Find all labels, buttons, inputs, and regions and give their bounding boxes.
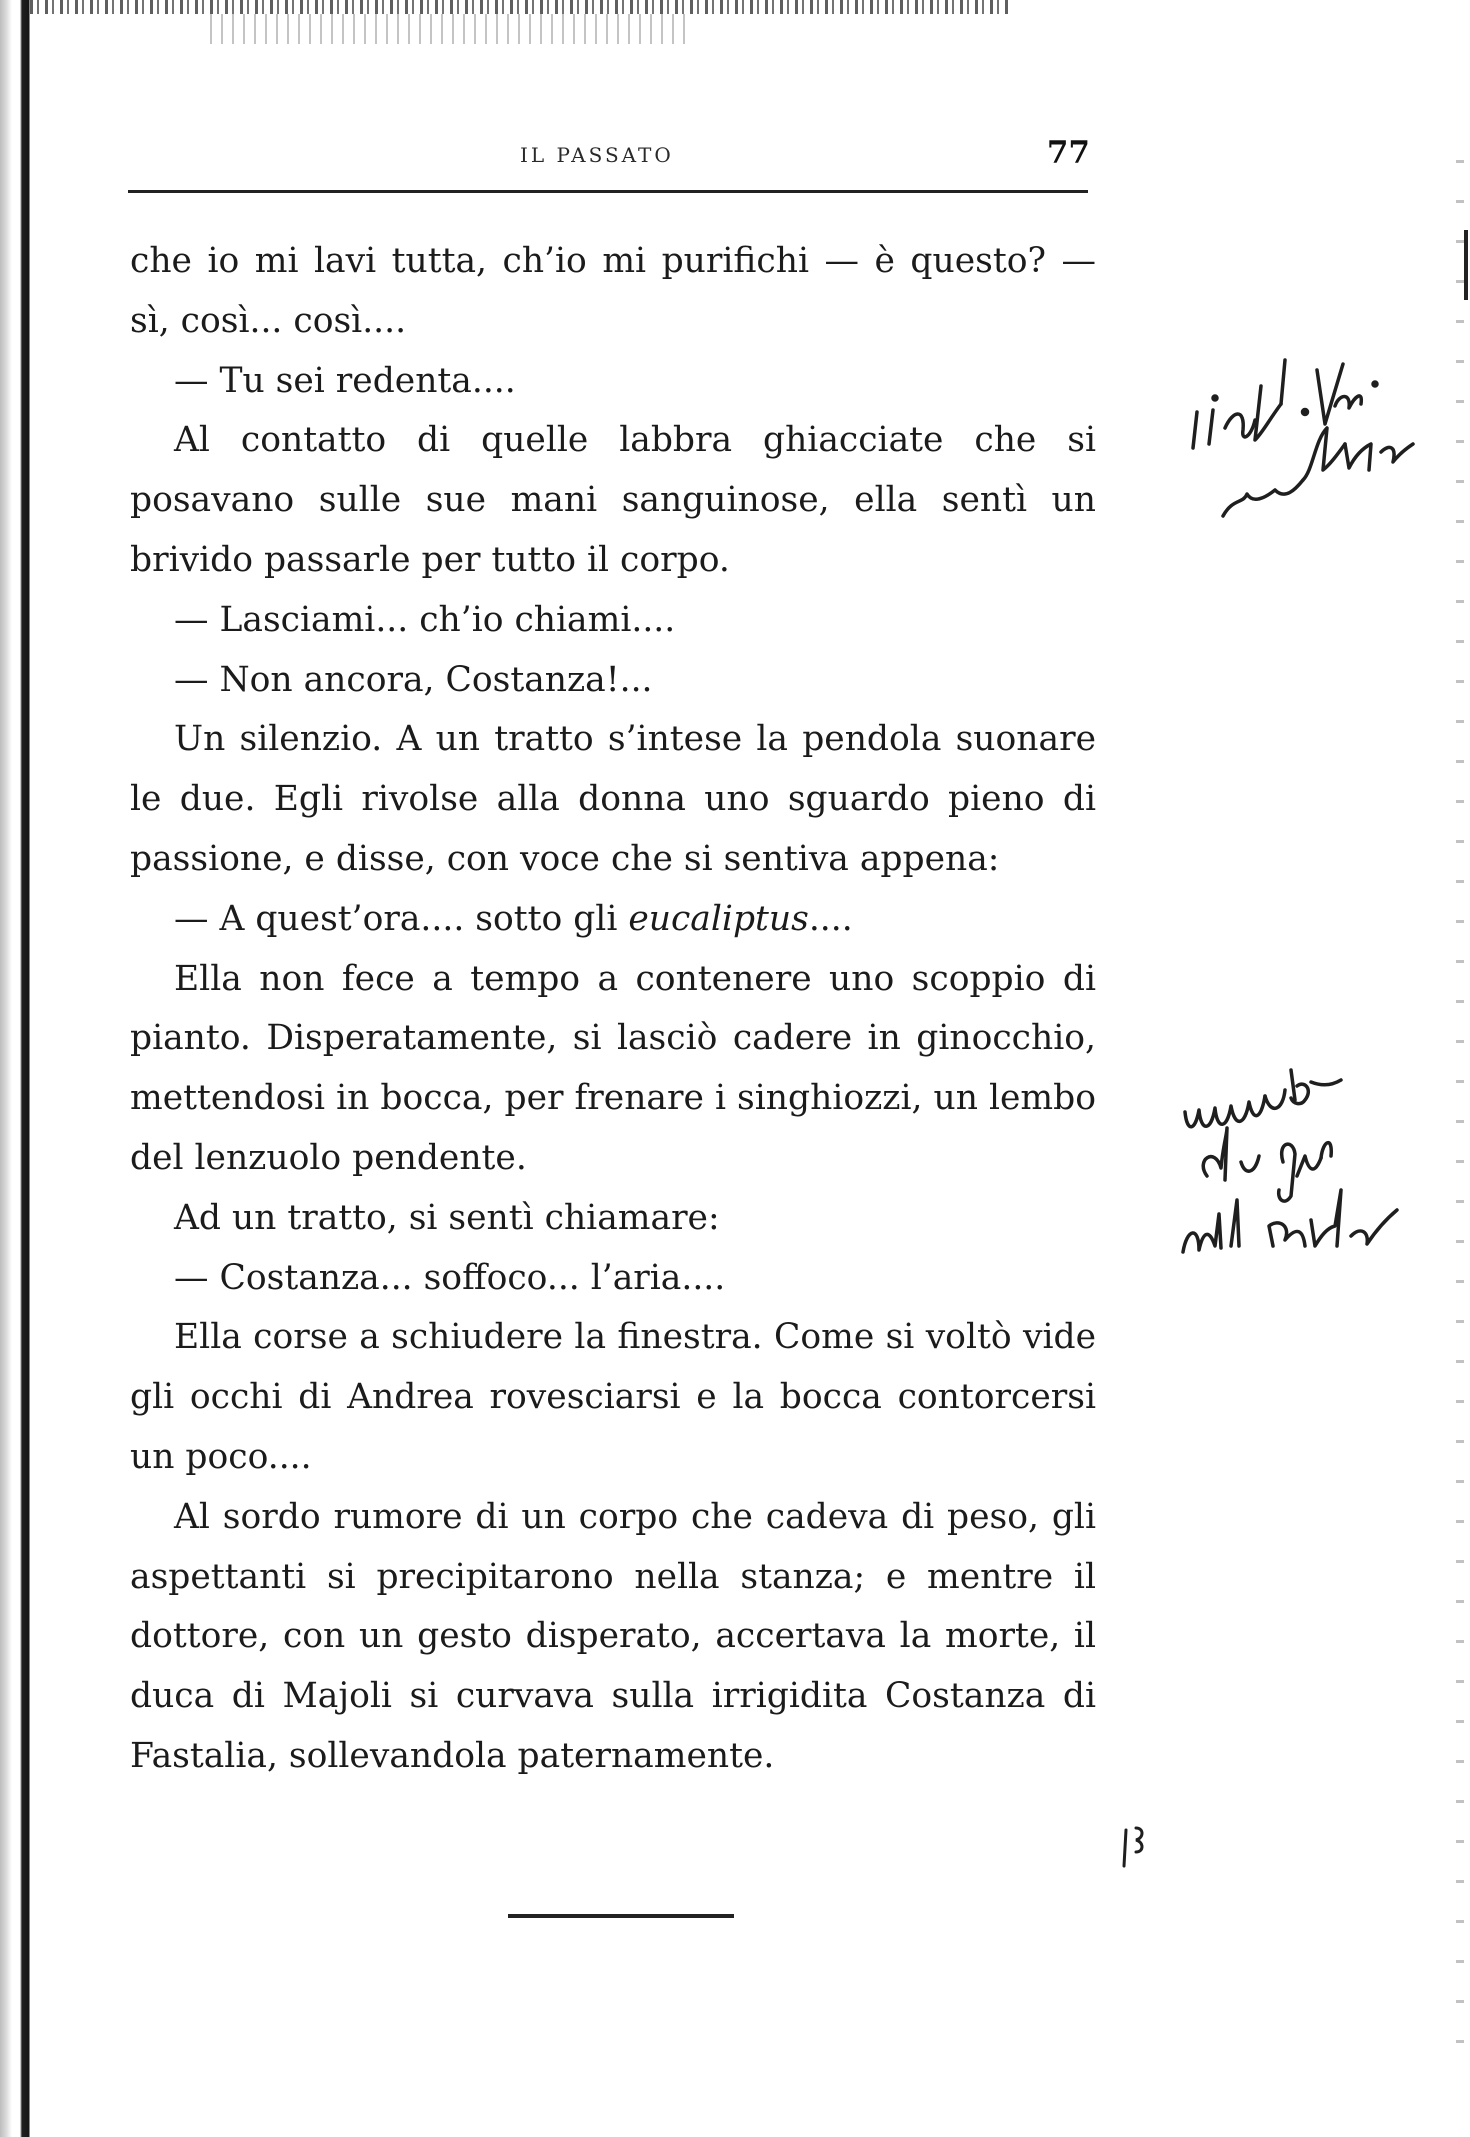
paragraph-text: — A quest’ora.... sotto gli [174,898,629,939]
margin-tick-drawing [1120,1822,1150,1872]
end-rule [508,1914,734,1918]
margin-tick-mark [1120,1822,1150,1872]
paragraph: Al contatto di quelle labbra ghiacciate che si posavano sulle sue mani sanguinose, ella sentì un brivido passarle per tutto il corpo. [130,420,1096,580]
paragraph: Ella corse a schiudere la finestra. Come si voltò vide gli occhi di Andrea rovesciarsi e la bocca contorcersi un poco.... [130,1317,1096,1477]
running-head [130,135,1090,175]
scan-right-mark [1464,230,1468,300]
paragraph: — Costanza... soffoco... l’aria.... [174,1257,726,1298]
page-number: 77 [1046,135,1090,171]
scan-left-edge [0,0,30,2137]
paragraph: Ad un tratto, si sentì chiamare: [174,1197,720,1238]
scan-top-edge [30,0,1010,14]
handwriting-drawing [1165,1050,1435,1280]
running-title: IL PASSATO [520,143,674,167]
handwritten-note-middle [1165,1050,1435,1280]
paragraph: Al sordo rumore di un corpo che cadeva di peso, gli aspettanti si precipitarono nella stanza; e mentre il dottore, con un gesto disperato, accertava la morte, il duca di Majoli si curvava sulla irrigidita Costanza di Fastalia, sollevandola paternamente. [130,1496,1096,1776]
paragraph: — Non ancora, Costanza!... [174,659,653,700]
handwritten-note-top [1185,320,1435,540]
paragraph-text: .... [808,898,853,939]
scan-top-speckle [210,14,690,44]
body-text [130,232,1096,1787]
paragraph: Un silenzio. A un tratto s’intese la pendola suonare le due. Egli rivolse alla donna uno sguardo pieno di passione, e disse, con voce che si sentiva appena: [130,719,1096,879]
scan-right-speckle [1456,160,1464,2060]
handwriting-drawing [1185,320,1435,540]
paragraph: Ella non fece a tempo a contenere uno scoppio di pianto. Disperatamente, si lasciò cadere in ginocchio, mettendosi in bocca, per frenare i singhiozzi, un lembo del lenzuolo pendente. [130,958,1096,1178]
paragraph: — Lasciami... ch’io chiami.... [174,599,676,640]
header-rule [128,190,1088,193]
paragraph [130,890,1096,950]
paragraph: — Tu sei redenta.... [174,360,516,401]
italic-word: eucaliptus [628,898,809,939]
paragraph: che io mi lavi tutta, ch’io mi purifichi — è questo? — sì, così... così.... [130,241,1096,341]
